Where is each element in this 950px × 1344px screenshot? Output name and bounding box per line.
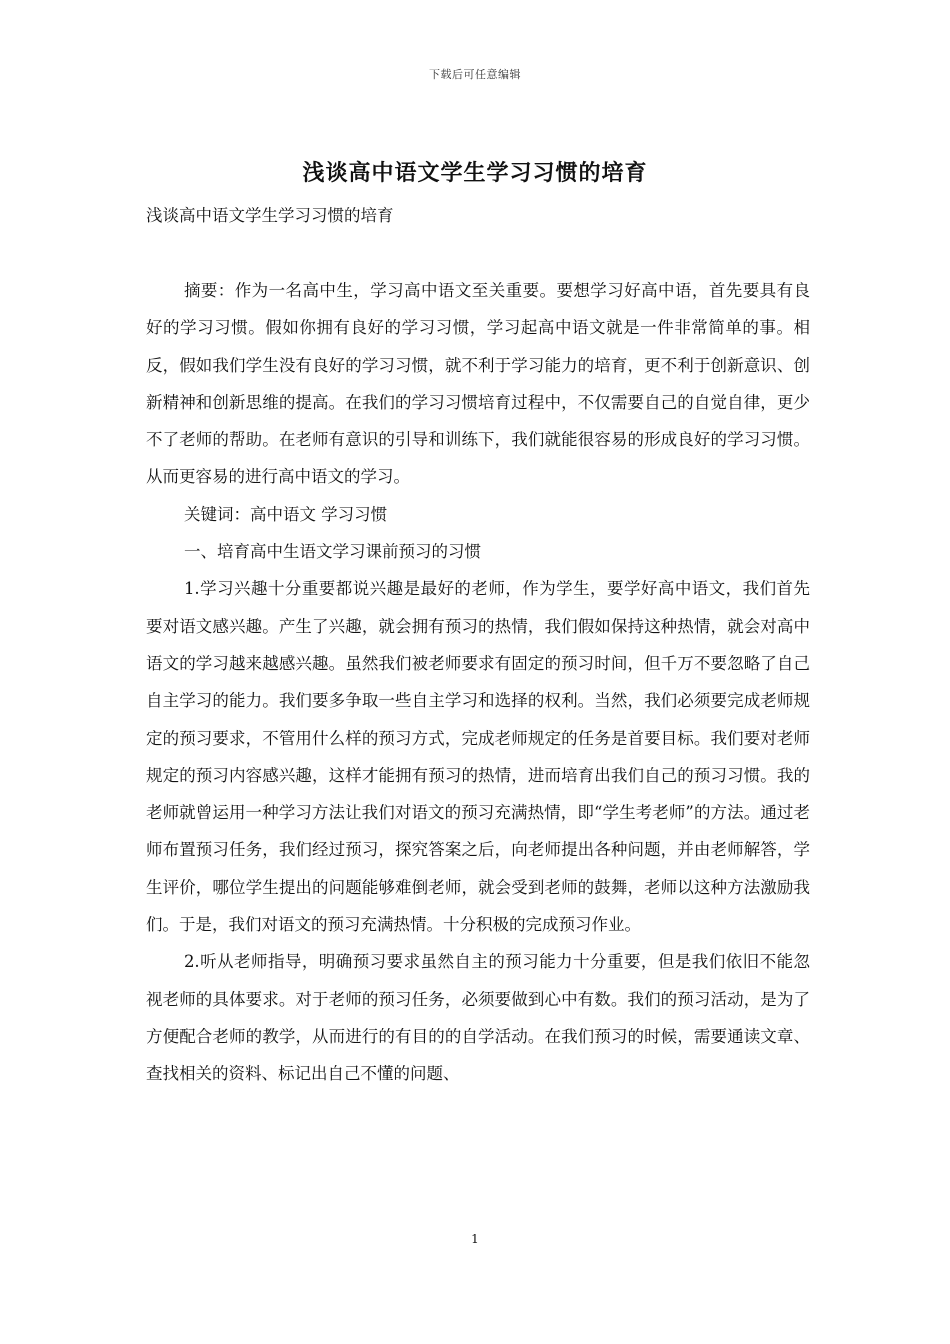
body-paragraph: 2.听从老师指导，明确预习要求虽然自主的预习能力十分重要，但是我们依旧不能忽视老师的具体要求。对于老师的预习任务，必须要做到心中有数。我们的预习活动，是为了方便配合老师的教学，从而进行的有目的的自学活动。在我们预习的时候，需要通读文章、查找相关的资料、标记出自己不懂的问题、 [146, 952, 810, 1084]
body-paragraph: 1.学习兴趣十分重要都说兴趣是最好的老师，作为学生，要学好高中语文，我们首先要对语文感兴趣。产生了兴趣，就会拥有预习的热情，我们假如保持这种热情，就会对高中语文的学习越来越感兴趣。虽然我们被老师要求有固定的预习时间，但千万不要忽略了自己自主学习的能力。我们要多争取一些自主学习和选择的权利。当然，我们必须要完成老师规定的预习要求，不管用什么样的预习方式，完成老师规定的任务是首要目标。我们要对老师规定的预习内容感兴趣，这样才能拥有预习的热情，进而培育出我们自己的预习习惯。我的老师就曾运用一种学习方法让我们对语文的预习充满热情，即“学生考老师”的方法。通过老师布置预习任务，我们经过预习，探究答案之后，向老师提出各种问题，并由老师解答，学生评价，哪位学生提出的问题能够难倒老师，就会受到老师的鼓舞，老师以这种方法激励我们。于是，我们对语文的预习充满热情。十分积极的完成预习作业。 [146, 579, 810, 935]
document-title: 浅谈高中语文学生学习习惯的培育 [302, 160, 648, 186]
page-number: 1 [471, 1232, 479, 1246]
section-heading: 一、培育高中生语文学习课前预习的习惯 [183, 542, 481, 562]
document-body [146, 272, 810, 1093]
abstract-paragraph: 摘要：作为一名高中生，学习高中语文至关重要。要想学习好高中语，首先要具有良好的学习习惯。假如你拥有良好的学习习惯，学习起高中语文就是一件非常简单的事。相反，假如我们学生没有良好的学习习惯，就不利于学习能力的培育，更不利于创新意识、创新精神和创新思维的提高。在我们的学习习惯培育过程中，不仅需要自己的自觉自律，更少不了老师的帮助。在老师有意识的引导和训练下，我们就能很容易的形成良好的学习习惯。从而更容易的进行高中语文的学习。 [146, 281, 810, 487]
header-note: 下载后可任意编辑 [429, 68, 521, 81]
document-subtitle: 浅谈高中语文学生学习习惯的培育 [146, 206, 394, 225]
keywords-paragraph: 关键词：高中语文 学习习惯 [183, 504, 388, 524]
